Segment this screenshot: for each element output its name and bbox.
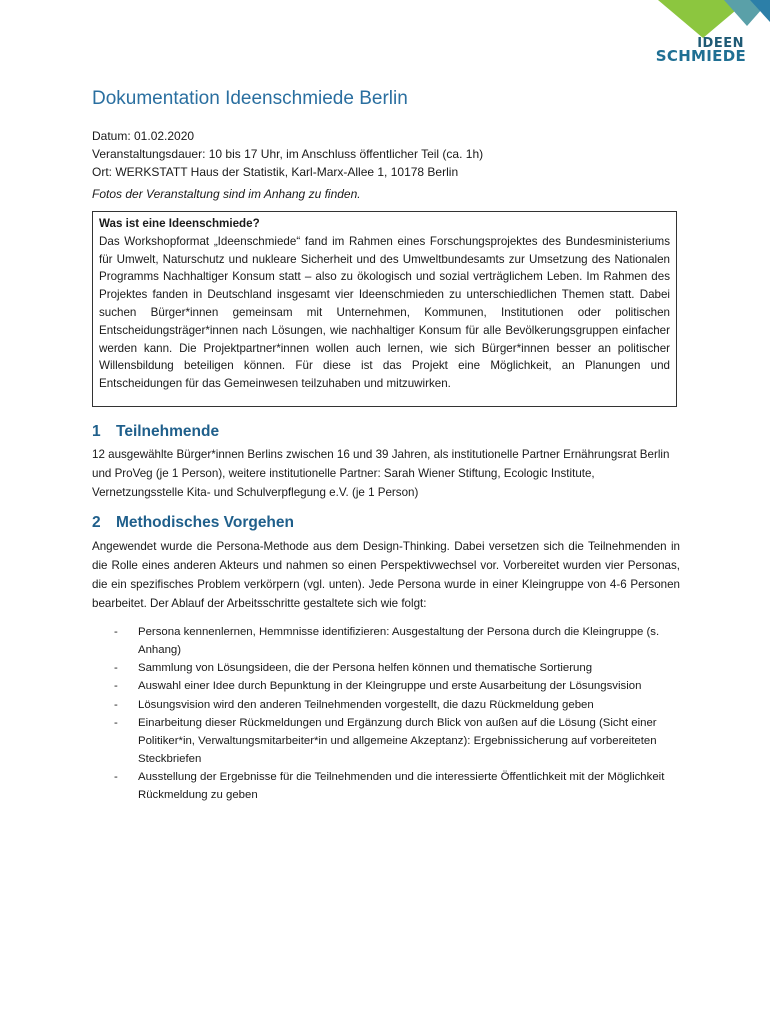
info-box: [92, 211, 677, 407]
steps-list: [92, 624, 672, 805]
document-title: Dokumentation Ideenschmiede Berlin: [92, 88, 408, 109]
bullet-dash: -: [114, 716, 118, 729]
section-number: 1: [92, 423, 101, 440]
list-item: [92, 660, 672, 678]
meta-date: Datum: 01.02.2020: [92, 129, 195, 143]
section-title: Teilnehmende: [116, 423, 220, 440]
list-item-text: Sammlung von Lösungsideen, die der Persona helfen können und thematische Sortierung: [138, 662, 593, 675]
methodik-text: Angewendet wurde die Persona-Methode aus dem Design-Thinking. Dabei versetzen sich die Teilnehmenden in die Rolle eines anderen Akteurs und nahmen so einen Perspektivwechsel vor. Vorbereitet wurden vier Personas, die ein spezifisches Problem verkörpern (vgl. unten). Jede Persona wurde in einer Kleingruppe von 4-6 Personen bearbeitet. Der Ablauf der Arbeitsschritte gestaltete sich wie folgt:: [92, 540, 680, 610]
meta-duration: Veranstaltungsdauer: 10 bis 17 Uhr, im Anschluss öffentlicher Teil (ca. 1h): [92, 147, 484, 161]
bullet-dash: -: [114, 626, 118, 638]
bullet-dash: -: [114, 662, 118, 675]
event-meta: [92, 127, 483, 181]
section-heading-teilnehmende: [92, 423, 219, 441]
teilnehmende-text: 12 ausgewählte Bürger*innen Berlins zwischen 16 und 39 Jahren, als institutionelle Partner Ernährungsrat Berlin und ProVeg (je 1 Person), weitere institutionelle Partner: Sarah Wiener Stiftung, Ecologic Institute, Vernetzungsstelle Kita- und Schulverpflegung e.V. (je 1 Person): [92, 448, 670, 499]
section-heading-methodisches-vorgehen: [92, 514, 294, 532]
info-box-heading: Was ist eine Ideenschmiede?: [99, 217, 260, 230]
list-item-text: Einarbeitung dieser Rückmeldungen und Ergänzung durch Blick von außen auf die Lösung (Sicht einer Politiker*in, Verwaltungsmitarbeiter*in und allgemeine Akzeptanz): Ergebnissicherung auf vorbereiteten Steckbriefen: [138, 716, 657, 765]
logo-text-schmiede: SCHMIEDE: [655, 47, 746, 65]
list-item-text: Lösungsvision wird den anderen Teilnehmenden vorgestellt, die dazu Rückmeldung geben: [138, 698, 594, 711]
meta-location: Ort: WERKSTATT Haus der Statistik, Karl-Marx-Allee 1, 10178 Berlin: [92, 165, 459, 179]
list-item-text: Ausstellung der Ergebnisse für die Teilnehmenden und die interessierte Öffentlichkeit mit der Möglichkeit Rückmeldung zu geben: [138, 770, 665, 801]
bullet-dash: -: [114, 770, 118, 783]
list-item: [92, 715, 672, 768]
bullet-dash: -: [114, 698, 118, 711]
section-title: Methodisches Vorgehen: [116, 514, 294, 531]
list-item-text: Persona kennenlernen, Hemmnisse identifizieren: Ausgestaltung der Persona durch die Kleingruppe (s. Anhang): [138, 626, 660, 656]
info-box-text: Das Workshopformat „Ideenschmiede“ fand im Rahmen eines Forschungsprojektes des Bundesministeriums für Umwelt, Naturschutz und nukleare Sicherheit und des Umweltbundesamts zur Umsetzung des Nationalen Programms Nachhaltiger Konsum statt – also zu ökologisch und sozial verträglichem Leben. Im Rahmen des Projektes fanden in Deutschland insgesamt vier Ideenschmieden zu unterschiedlichen Themen statt. Dabei suchen Bürger*innen gemeinsam mit Unternehmen, Kommunen, Institutionen oder politischen Entscheidungsträger*innen nach Lösungen, wie nachhaltiger Konsum für alle Bevölkerungsgruppen einfacher werden kann. Die Projektpartner*innen wollen auch lernen, wie sich Bürger*innen besser an politischer Willensbildung beteiligen können. Für diese ist das Projekt eine Möglichkeit, an Planungen und Entscheidungen für das Gemeinwesen teilzuhaben und mitzuwirken.: [99, 234, 670, 391]
list-item: [92, 624, 672, 660]
bullet-dash: -: [114, 680, 118, 693]
list-item: [92, 769, 672, 805]
list-item: [92, 678, 672, 696]
logo-text-ideen: IDEEN: [697, 36, 744, 51]
section-number: 2: [92, 514, 101, 531]
photo-note: Fotos der Veranstaltung sind im Anhang zu finden.: [92, 187, 361, 201]
list-item: [92, 697, 672, 715]
ideenschmiede-logo: [650, 0, 770, 68]
list-item-text: Auswahl einer Idee durch Bepunktung in der Kleingruppe und erste Ausarbeitung der Lösungsvision: [138, 680, 642, 693]
